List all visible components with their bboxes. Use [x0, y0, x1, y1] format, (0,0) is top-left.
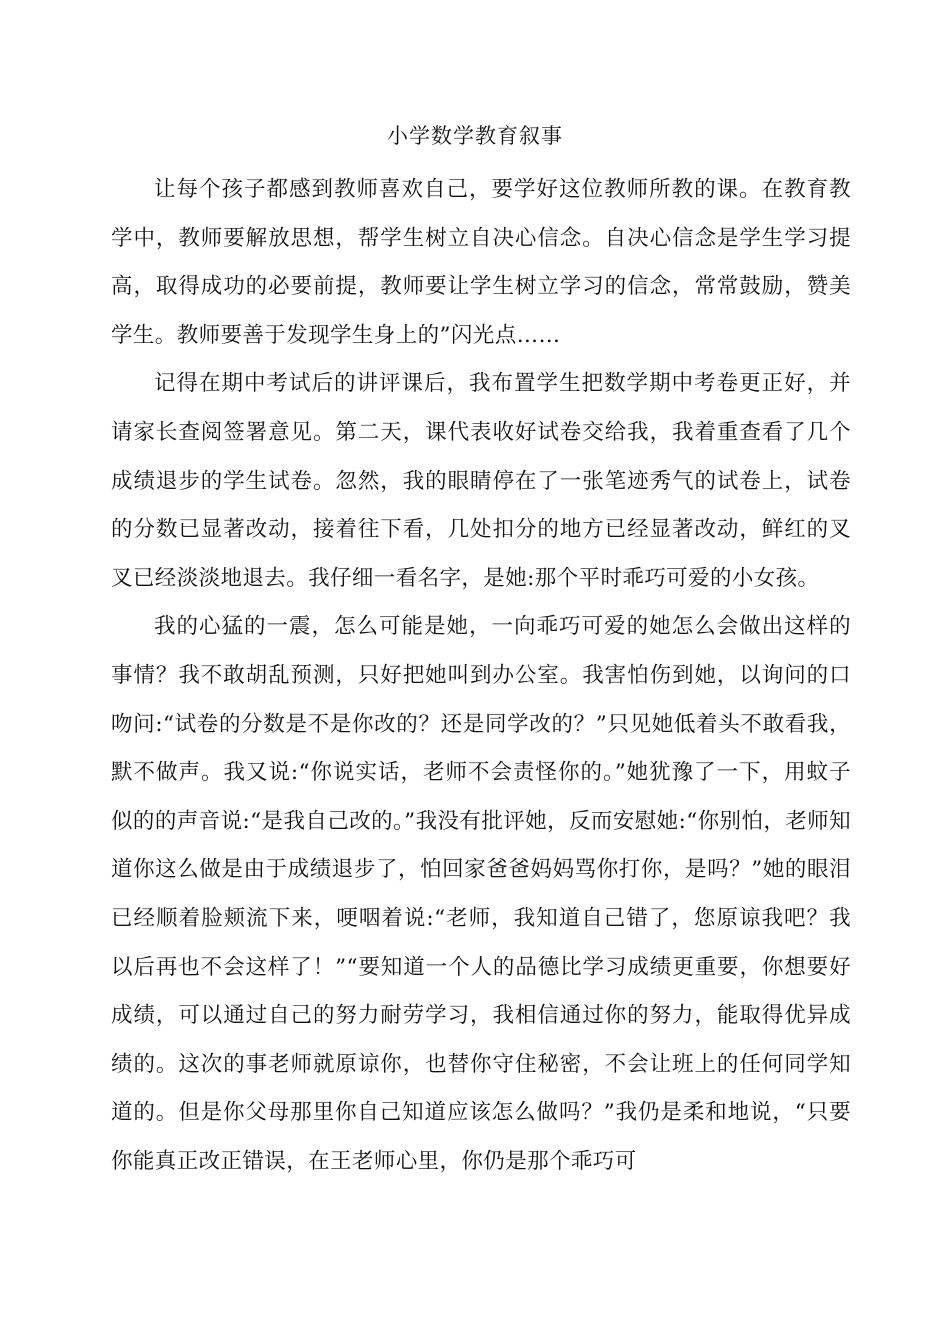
- document-title: 小学数学教育叙事: [387, 124, 563, 148]
- paragraph-2: 记得在期中考试后的讲评课后，我布置学生把数学期中考卷更正好，并请家长查阅签署意见。第二天，课代表收好试卷交给我，我着重查看了几个成绩退步的学生试卷。忽然，我的眼睛停在了一张笔迹秀气的试卷上，试卷的分数已显著改动，接着往下看，几处扣分的地方已经显著改动，鲜红的叉叉已经淡淡地退去。我仔细一看名字，是她:那个平时乖巧可爱的小女孩。: [111, 371, 851, 591]
- document-body: [111, 166, 851, 1186]
- paragraph-1: 让每个孩子都感到教师喜欢自己，要学好这位教师所教的课。在教育教学中，教师要解放思想，帮学生树立自决心信念。自决心信念是学生学习提高，取得成功的必要前提，教师要让学生树立学习的信念，常常鼓励，赞美学生。教师要善于发现学生身上的”闪光点……: [111, 177, 851, 348]
- paragraph-3: 我的心猛的一震，怎么可能是她，一向乖巧可爱的她怎么会做出这样的事情？我不敢胡乱预测，只好把她叫到办公室。我害怕伤到她，以询问的口吻问:“试卷的分数是不是你改的？还是同学改的？”只见她低着头不敢看我，默不做声。我又说:“你说实话，老师不会责怪你的。”她犹豫了一下，用蚊子似的的声音说:“是我自己改的。”我没有批评她，反而安慰她:“你别怕，老师知道你这么做是由于成绩退步了，怕回家爸爸妈妈骂你打你，是吗？”她的眼泪已经顺着脸颊流下来，哽咽着说:“老师，我知道自己错了，您原谅我吧？我以后再也不会这样了！”“要知道一个人的品德比学习成绩更重要，你想要好成绩，可以通过自己的努力耐劳学习，我相信通过你的努力，能取得优异成绩的。这次的事老师就原谅你，也替你守住秘密，不会让班上的任何同学知道的。但是你父母那里你自己知道应该怎么做吗？”我仍是柔和地说，“只要你能真正改正错误，在王老师心里，你仍是那个乖巧可: [111, 614, 851, 1174]
